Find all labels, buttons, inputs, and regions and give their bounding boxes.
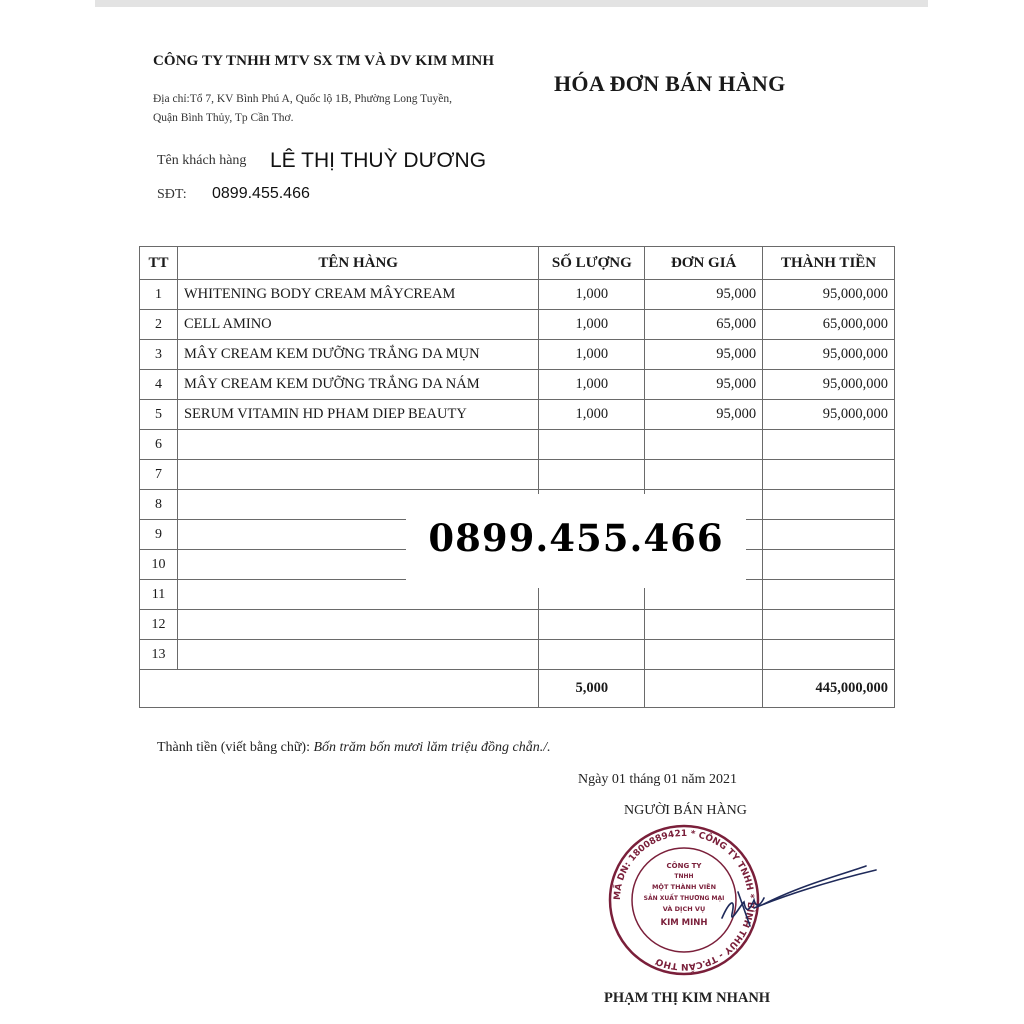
row-number: 4 xyxy=(140,370,178,400)
row-quantity xyxy=(539,640,645,670)
row-number: 10 xyxy=(140,550,178,580)
row-unit-price: 95,000 xyxy=(645,340,763,370)
table-total-row xyxy=(140,670,895,708)
row-amount: 95,000,000 xyxy=(763,370,895,400)
total-label-cell xyxy=(140,670,539,708)
table-row xyxy=(140,310,895,340)
row-unit-price xyxy=(645,430,763,460)
invoice-date: Ngày 01 tháng 01 năm 2021 xyxy=(578,772,738,787)
row-number: 1 xyxy=(140,280,178,310)
table-row xyxy=(140,610,895,640)
table-row xyxy=(140,430,895,460)
seller-label: NGƯỜI BÁN HÀNG xyxy=(624,803,747,818)
row-unit-price xyxy=(645,610,763,640)
table-row xyxy=(140,370,895,400)
items-table xyxy=(139,246,895,708)
row-quantity xyxy=(539,460,645,490)
row-product-name xyxy=(177,640,538,670)
header-amount: THÀNH TIỀN xyxy=(763,247,895,280)
row-number: 9 xyxy=(140,520,178,550)
overlay-phone-number: 0899.455.466 xyxy=(428,516,724,560)
company-stamp-and-signature xyxy=(604,822,894,982)
seal-line-1: CÔNG TY xyxy=(666,862,702,870)
company-address xyxy=(153,90,533,128)
row-amount xyxy=(763,460,895,490)
seller-name: PHẠM THỊ KIM NHANH xyxy=(604,990,771,1006)
row-number: 2 xyxy=(140,310,178,340)
row-number: 3 xyxy=(140,340,178,370)
seal-line-2: TNHH xyxy=(674,873,694,880)
row-quantity: 1,000 xyxy=(539,340,645,370)
row-amount xyxy=(763,490,895,520)
row-amount xyxy=(763,430,895,460)
address-line-2: Quận Bình Thủy, Tp Cần Thơ. xyxy=(153,112,294,124)
row-unit-price xyxy=(645,640,763,670)
header-product-name: TÊN HÀNG xyxy=(177,247,538,280)
row-number: 5 xyxy=(140,400,178,430)
row-quantity: 1,000 xyxy=(539,280,645,310)
row-product-name: CELL AMINO xyxy=(177,310,538,340)
seal-ring-text: MÃ DN: 1800889421 * CÔNG TY TNHH * BÌNH THỦY - TP.CẦN THƠ xyxy=(612,828,756,972)
table-row xyxy=(140,640,895,670)
invoice-title: HÓA ĐƠN BÁN HÀNG xyxy=(554,71,786,96)
address-line-1: Địa chỉ:Tổ 7, KV Bình Phú A, Quốc lộ 1B, Phường Long Tuyền, xyxy=(153,93,452,105)
row-unit-price: 65,000 xyxy=(645,310,763,340)
row-number: 12 xyxy=(140,610,178,640)
row-amount xyxy=(763,520,895,550)
page-top-edge xyxy=(95,0,928,7)
row-number: 8 xyxy=(140,490,178,520)
row-product-name xyxy=(177,460,538,490)
company-seal xyxy=(610,826,758,974)
seal-line-6: KIM MINH xyxy=(660,918,708,928)
amount-in-words-value: Bốn trăm bốn mươi lăm triệu đồng chẵn./. xyxy=(313,740,551,755)
phone-overlay xyxy=(406,494,746,588)
row-amount xyxy=(763,610,895,640)
row-product-name xyxy=(177,430,538,460)
table-row xyxy=(140,280,895,310)
phone-label: SĐT: xyxy=(157,187,187,202)
row-unit-price: 95,000 xyxy=(645,400,763,430)
row-unit-price xyxy=(645,460,763,490)
total-amount: 445,000,000 xyxy=(763,670,895,708)
total-price-cell xyxy=(645,670,763,708)
seal-line-4: SẢN XUẤT THƯƠNG MẠI xyxy=(643,895,725,902)
row-number: 6 xyxy=(140,430,178,460)
row-amount: 65,000,000 xyxy=(763,310,895,340)
row-number: 13 xyxy=(140,640,178,670)
table-row xyxy=(140,460,895,490)
customer-name: LÊ THỊ THUỲ DƯƠNG xyxy=(270,149,487,172)
total-quantity: 5,000 xyxy=(539,670,645,708)
row-quantity: 1,000 xyxy=(539,400,645,430)
row-number: 7 xyxy=(140,460,178,490)
row-amount: 95,000,000 xyxy=(763,400,895,430)
customer-label: Tên khách hàng xyxy=(157,153,247,168)
row-quantity: 1,000 xyxy=(539,370,645,400)
row-amount: 95,000,000 xyxy=(763,340,895,370)
row-product-name xyxy=(177,610,538,640)
table-header-row xyxy=(140,247,895,280)
row-product-name: MÂY CREAM KEM DƯỠNG TRẮNG DA NÁM xyxy=(177,370,538,400)
amount-in-words-label: Thành tiền (viết bằng chữ): xyxy=(157,740,310,755)
seal-line-5: VÀ DỊCH VỤ xyxy=(662,905,706,913)
header-tt: TT xyxy=(140,247,178,280)
row-product-name: WHITENING BODY CREAM MÂYCREAM xyxy=(177,280,538,310)
row-product-name: MÂY CREAM KEM DƯỠNG TRẮNG DA MỤN xyxy=(177,340,538,370)
seal-line-3: MỘT THÀNH VIÊN xyxy=(651,883,717,891)
row-unit-price: 95,000 xyxy=(645,280,763,310)
row-amount: 95,000,000 xyxy=(763,280,895,310)
amount-in-words xyxy=(157,740,551,756)
company-name: CÔNG TY TNHH MTV SX TM VÀ DV KIM MINH xyxy=(153,53,495,69)
row-unit-price: 95,000 xyxy=(645,370,763,400)
table-row xyxy=(140,340,895,370)
header-unit-price: ĐƠN GIÁ xyxy=(645,247,763,280)
row-number: 11 xyxy=(140,580,178,610)
row-amount xyxy=(763,640,895,670)
row-amount xyxy=(763,550,895,580)
row-quantity xyxy=(539,610,645,640)
row-amount xyxy=(763,580,895,610)
header-quantity: SỐ LƯỢNG xyxy=(539,247,645,280)
row-quantity xyxy=(539,430,645,460)
table-row xyxy=(140,400,895,430)
row-product-name: SERUM VITAMIN HD PHAM DIEP BEAUTY xyxy=(177,400,538,430)
customer-phone: 0899.455.466 xyxy=(212,185,310,202)
row-quantity: 1,000 xyxy=(539,310,645,340)
